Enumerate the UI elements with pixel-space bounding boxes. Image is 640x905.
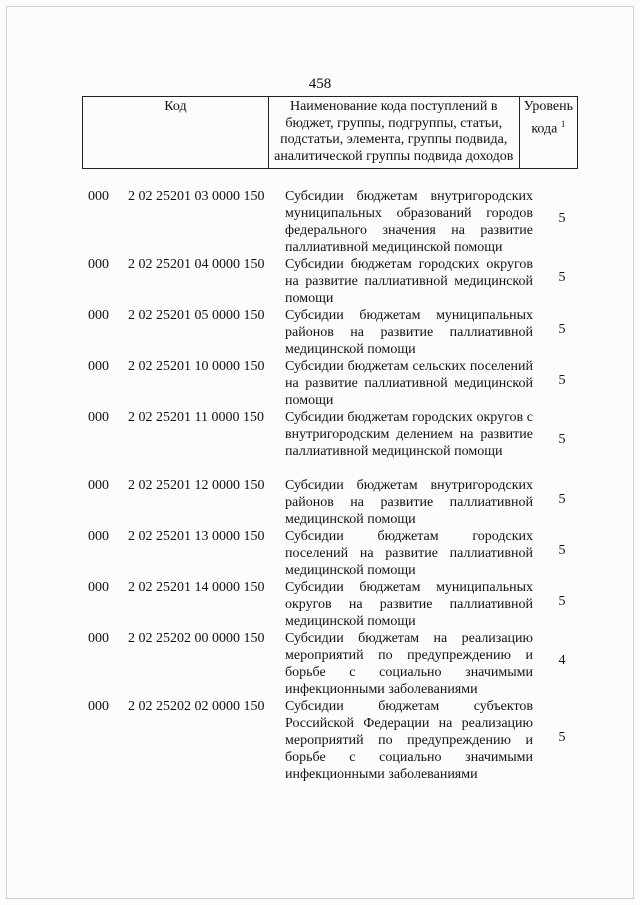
row-level: 5 bbox=[558, 594, 566, 609]
table-row bbox=[82, 477, 578, 528]
table-row bbox=[82, 256, 578, 307]
table-row bbox=[82, 579, 578, 630]
row-level: 5 bbox=[558, 543, 566, 558]
row-code: 2 02 25202 00 0000 150 bbox=[128, 631, 265, 646]
page-number: 458 bbox=[308, 76, 332, 92]
row-code: 2 02 25202 02 0000 150 bbox=[128, 699, 265, 714]
row-name: Субсидии бюджетам городских округов с внутригородским делением на развитие паллиативной медицинской помощи bbox=[285, 410, 533, 459]
row-prefix: 000 bbox=[88, 631, 109, 646]
row-name: Субсидии бюджетам сельских поселений на развитие паллиативной медицинской помощи bbox=[285, 359, 533, 408]
row-level: 5 bbox=[558, 373, 566, 388]
row-level: 5 bbox=[558, 492, 566, 507]
row-code: 2 02 25201 14 0000 150 bbox=[128, 580, 265, 595]
header-name: Наименование кода поступлений в бюджет, группы, подгруппы, статьи, подстатьи, элемента, группы подвида, аналитической группы подвида доходов bbox=[268, 97, 519, 169]
header-level-footnote: 1 bbox=[560, 118, 566, 129]
table-row bbox=[82, 698, 578, 783]
row-prefix: 000 bbox=[88, 359, 109, 374]
row-level: 5 bbox=[558, 730, 566, 745]
row-level: 5 bbox=[558, 211, 566, 226]
row-code: 2 02 25201 04 0000 150 bbox=[128, 257, 265, 272]
table-row bbox=[82, 358, 578, 409]
row-code: 2 02 25201 11 0000 150 bbox=[128, 410, 264, 425]
row-name: Субсидии бюджетам внутригородских районов на развитие паллиативной медицинской помощи bbox=[285, 478, 533, 527]
row-prefix: 000 bbox=[88, 580, 109, 595]
table-row bbox=[82, 409, 578, 477]
header-table bbox=[82, 96, 578, 169]
header-code: Код bbox=[83, 97, 269, 169]
row-name: Субсидии бюджетам муниципальных районов на развитие паллиативной медицинской помощи bbox=[285, 308, 533, 357]
row-name: Субсидии бюджетам муниципальных округов на развитие паллиативной медицинской помощи bbox=[285, 580, 533, 629]
row-prefix: 000 bbox=[88, 189, 109, 204]
row-code: 2 02 25201 10 0000 150 bbox=[128, 359, 265, 374]
row-name: Субсидии бюджетам внутригородских муниципальных образований городов федерального значения на развитие паллиативной медицинской помощи bbox=[285, 189, 533, 255]
row-code: 2 02 25201 12 0000 150 bbox=[128, 478, 265, 493]
row-prefix: 000 bbox=[88, 529, 109, 544]
row-name: Субсидии бюджетам городских округов на развитие паллиативной медицинской помощи bbox=[285, 257, 533, 306]
row-code: 2 02 25201 05 0000 150 bbox=[128, 308, 265, 323]
row-level: 5 bbox=[558, 432, 566, 447]
row-prefix: 000 bbox=[88, 308, 109, 323]
row-code: 2 02 25201 03 0000 150 bbox=[128, 189, 265, 204]
header-level bbox=[519, 97, 577, 169]
header-level-suffix: а bbox=[551, 121, 558, 137]
row-prefix: 000 bbox=[88, 478, 109, 493]
header-level-text: Уровень код bbox=[523, 99, 573, 137]
header-row bbox=[83, 97, 578, 169]
row-prefix: 000 bbox=[88, 257, 109, 272]
row-name: Субсидии бюджетам городских поселений на развитие паллиативной медицинской помощи bbox=[285, 529, 533, 578]
row-name: Субсидии бюджетам на реализацию мероприятий по предупреждению и борьбе с социально значимыми инфекционными заболеваниями bbox=[285, 631, 533, 697]
row-level: 4 bbox=[558, 653, 566, 668]
table-row bbox=[82, 188, 578, 256]
table-row bbox=[82, 528, 578, 579]
code-rows bbox=[82, 188, 578, 783]
table-row bbox=[82, 307, 578, 358]
row-level: 5 bbox=[558, 322, 566, 337]
table-row bbox=[82, 630, 578, 698]
row-code: 2 02 25201 13 0000 150 bbox=[128, 529, 265, 544]
row-name: Субсидии бюджетам субъектов Российской Федерации на реализацию мероприятий по предупреждению и борьбе с социально значимыми инфекционными заболеваниями bbox=[285, 699, 533, 782]
row-prefix: 000 bbox=[88, 410, 109, 425]
row-prefix: 000 bbox=[88, 699, 109, 714]
row-level: 5 bbox=[558, 270, 566, 285]
